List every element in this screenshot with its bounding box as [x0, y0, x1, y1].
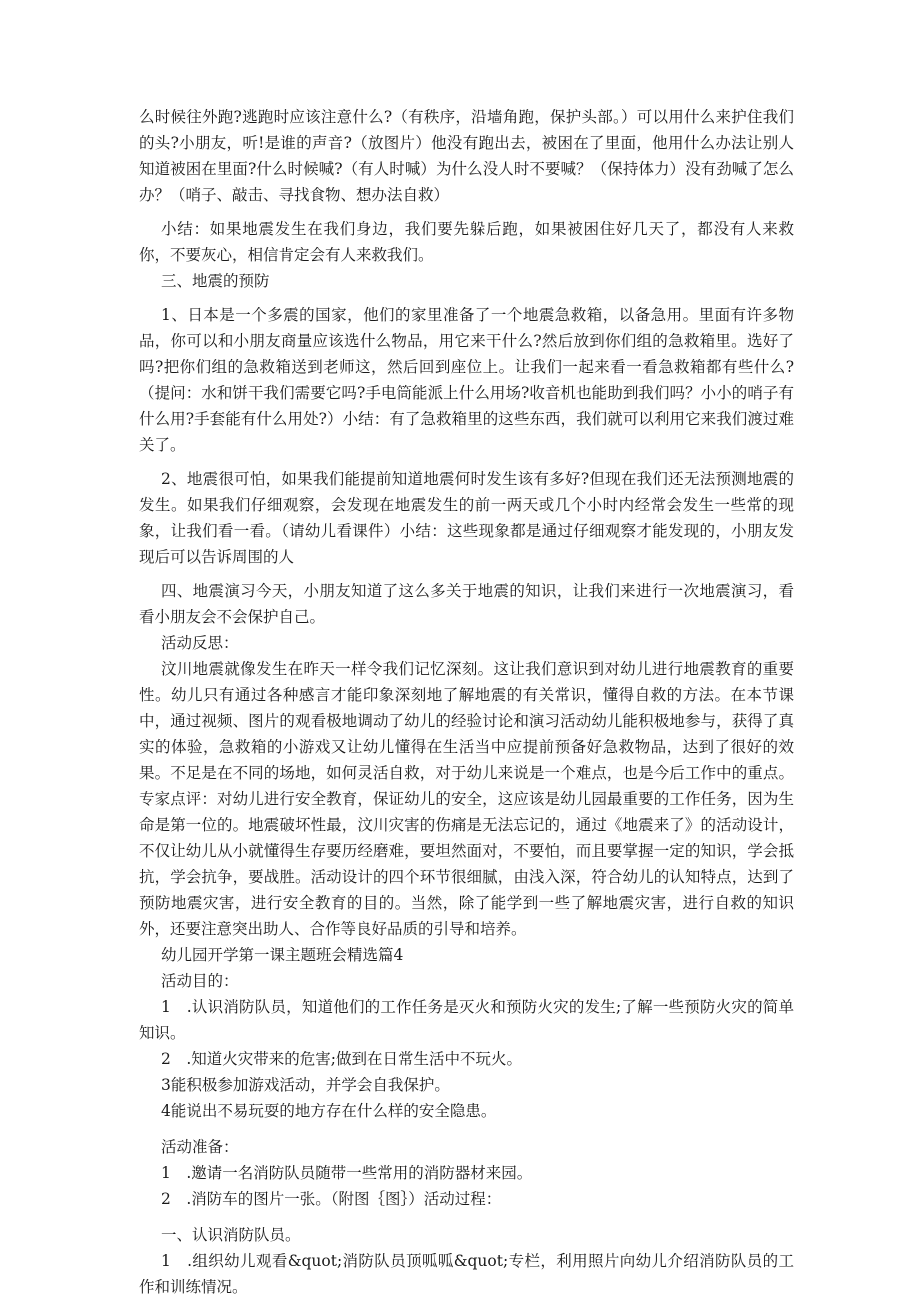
paragraph-reflection-body: 汶川地震就像发生在昨天一样令我们记忆深刻。这让我们意识到对幼儿进行地震教育的重要性。幼儿只有通过各种感言才能印象深刻地了解地震的有关常识，懂得自救的方法。在本节课中，通过视频、图片的观看极地调动了幼儿的经验讨论和演习活动幼儿能积极地参与，获得了真实的体验，急救箱的小游戏又让幼儿懂得在生活当中应提前预备好急救物品，达到了很好的效果。不足是在不同的场地，如何灵活自救，对于幼儿来说是一个难点，也是今后工作中的重点。专家点评：对幼儿进行安全教育，保证幼儿的安全，这应该是幼儿园最重要的工作任务，因为生命是第一位的。地震破坏性最，汶川灾害的伤痛是无法忘记的，通过《地震来了》的活动设计，不仅让幼儿从小就懂得生存要历经磨难，要坦然面对，不要怕，而且要掌握一定的知识，学会抵抗，学会抗争，要战胜。活动设计的四个环节很细腻，由浅入深，符合幼儿的认知特点，达到了预防地震灾害，进行安全教育的目的。当然，除了能学到一些了解地震灾害，进行自救的知识外，还要注意突出助人、合作等良好品质的引导和培养。: [139, 660, 794, 938]
heading-know-firefighters: 一、认识消防队员。: [161, 1226, 301, 1244]
list-item-goal-3: 3能积极参加游戏活动，并学会自我保护。: [161, 1076, 450, 1094]
paragraph-escape-questions: 么时候往外跑?逃跑时应该注意什么?（有秩序，沿墙角跑，保护头部。）可以用什么来护住我们的头?小朋友，听!是谁的声音?（放图片）他没有跑出去，被困在了里面，他用什么办法让别人知道被困在里面?什么时候喊?（有人时喊）为什么没人时不要喊？（保持体力）没有劲喊了怎么办？（哨子、敲击、寻找食物、想办法自救）: [139, 108, 794, 204]
paragraph-earthquake-prediction: 2、地震很可怕，如果我们能提前知道地震何时发生该有多好?但现在我们还无法预测地震的发生。如果我们仔细观察，会发现在地震发生的前一两天或几个小时内经常会发生一些常的现象，让我们看一看。（请幼儿看课件）小结：这些现象都是通过仔细观察才能发现的，小朋友发现后可以告诉周围的人: [139, 470, 794, 566]
list-item-goal-4: 4能说出不易玩耍的地方存在什么样的安全隐患。: [161, 1102, 497, 1120]
heading-activity-prep: 活动准备：: [161, 1138, 239, 1156]
heading-reflection: 活动反思：: [161, 634, 239, 652]
paragraph-emergency-kit: 1、日本是一个多震的国家，他们的家里准备了一个地震急救箱，以备急用。里面有许多物品，你可以和小朋友商量应该选什么物品，用它来干什么?然后放到你们组的急救箱里。选好了吗?把你们组的急救箱送到老师这，然后回到座位上。让我们一起来看一看急救箱都有些什么?（提问：水和饼干我们需要它吗?手电筒能派上什么用场?收音机也能助到我们吗？小小的哨子有什么用?手套能有什么用处?）小结：有了急救箱里的这些东西，我们就可以利用它来我们渡过难关了。: [139, 306, 794, 454]
list-item-process-1: 1 .组织幼儿观看&quot;消防队员顶呱呱&quot;专栏，利用照片向幼儿介绍消防队员的工作和训练情况。: [139, 1252, 794, 1296]
heading-chapter-4: 幼儿园开学第一课主题班会精选篇4: [161, 946, 404, 964]
document-page: [139, 104, 794, 1300]
list-item-goal-2: 2 .知道火灾带来的危害;做到在日常生活中不玩火。: [161, 1050, 523, 1068]
list-item-prep-2: 2 .消防车的图片一张。（附图｛图｝）活动过程：: [161, 1190, 502, 1208]
heading-section-3: 三、地震的预防: [161, 272, 270, 290]
list-item-goal-1: 1 .认识消防队员，知道他们的工作任务是灭火和预防火灾的发生;了解一些预防火灾的简单知识。: [139, 998, 794, 1042]
list-item-prep-1: 1 .邀请一名消防队员随带一些常用的消防器材来园。: [161, 1164, 533, 1182]
heading-activity-goals: 活动目的：: [161, 972, 239, 990]
paragraph-earthquake-drill: 四、地震演习今天，小朋友知道了这么多关于地震的知识，让我们来进行一次地震演习，看看小朋友会不会保护自己。: [139, 582, 794, 626]
paragraph-summary-1: 小结：如果地震发生在我们身边，我们要先躲后跑，如果被困住好几天了，都没有人来救你，不要灰心，相信肯定会有人来救我们。: [139, 220, 794, 264]
